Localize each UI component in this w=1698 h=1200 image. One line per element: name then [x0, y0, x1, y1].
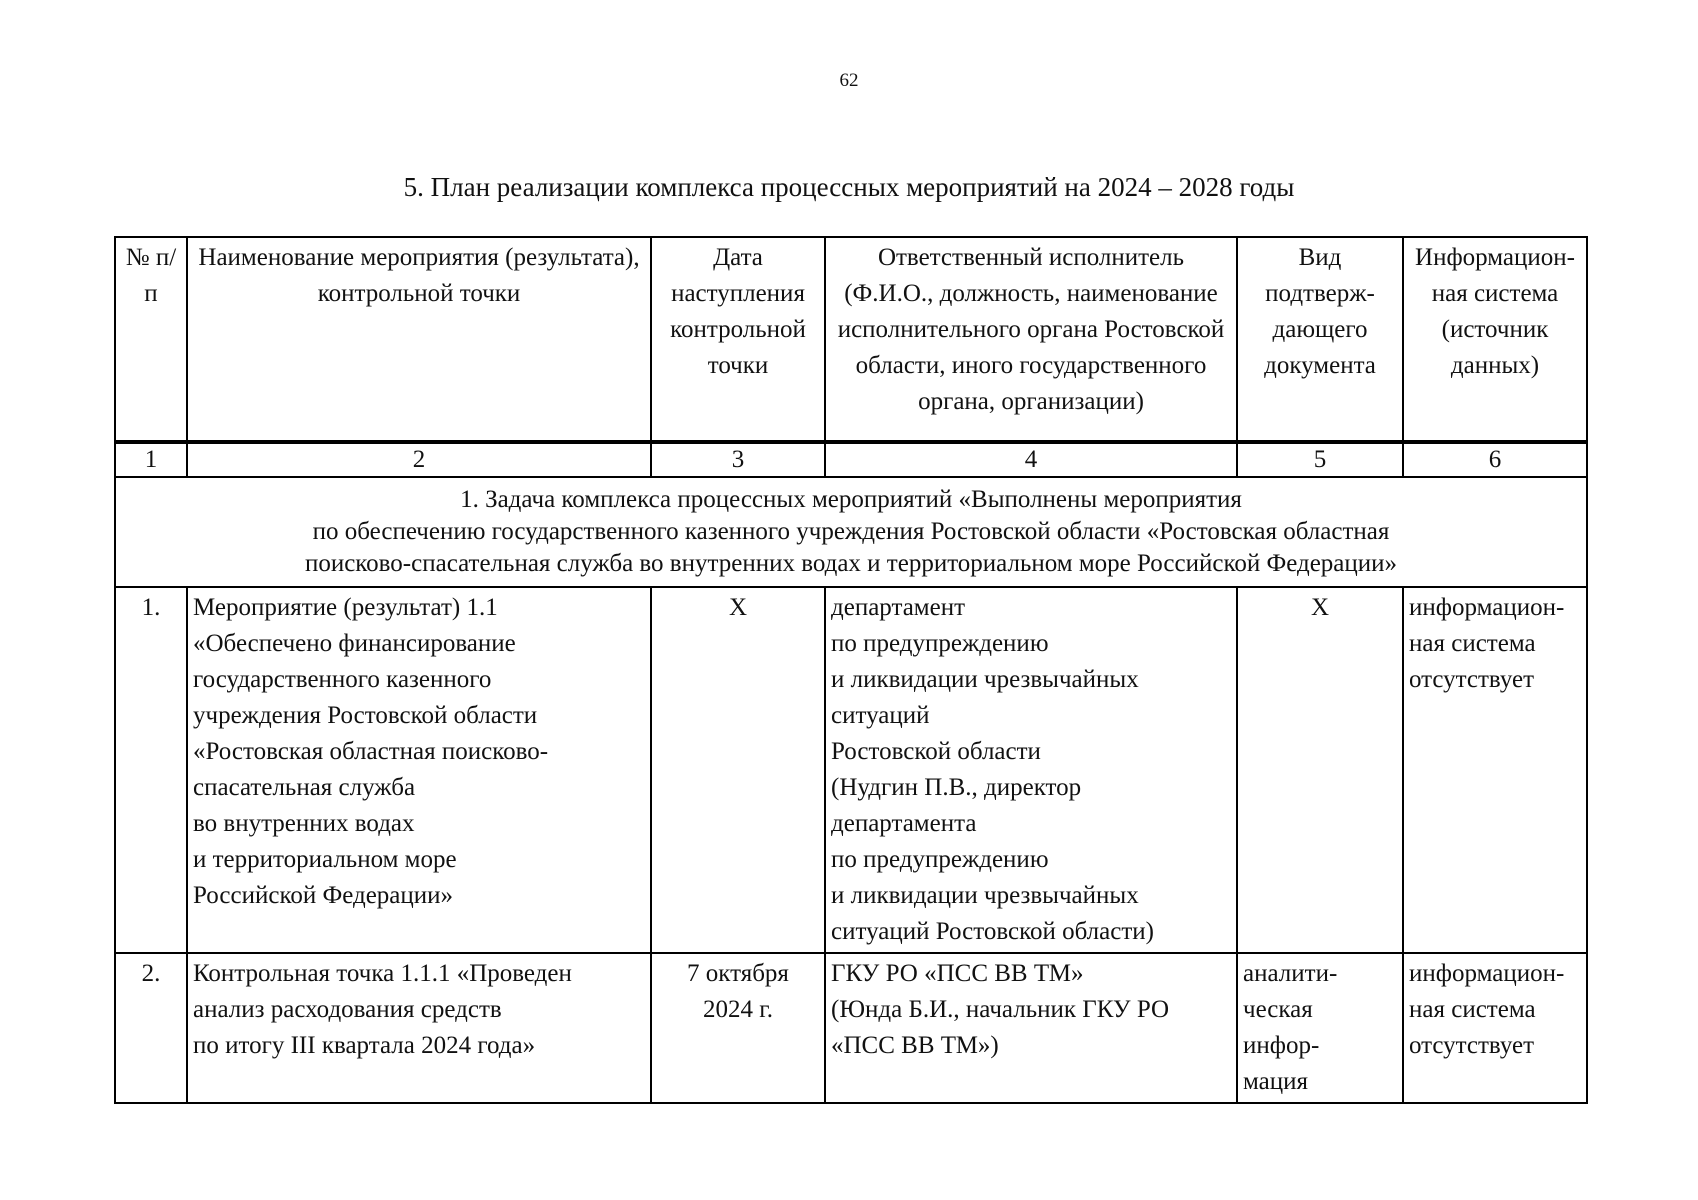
cell-line: инфор- — [1243, 1032, 1320, 1059]
row-info-system — [1403, 953, 1587, 1103]
column-number: 3 — [651, 442, 825, 477]
header-line: подтверж- — [1265, 280, 1375, 307]
cell-line: департамент — [831, 594, 966, 621]
header-doc-type — [1237, 237, 1403, 442]
cell-line: по предупреждению — [831, 846, 1049, 873]
task-row — [115, 477, 1587, 587]
task-cell — [115, 477, 1587, 587]
column-number: 2 — [187, 442, 651, 477]
header-line: точки — [707, 352, 769, 379]
header-line: Наименование — [198, 244, 355, 271]
cell-line: и ликвидации чрезвычайных — [831, 882, 1139, 909]
column-number: 1 — [115, 442, 187, 477]
cell-line: отсутствует — [1409, 666, 1535, 693]
cell-line: Контрольная точка 1.1.1 «Проведен — [193, 960, 572, 987]
cell-line: (Нудгин П.В., директор — [831, 774, 1082, 801]
cell-line: во внутренних водах — [193, 810, 415, 837]
cell-line: «Обеспечено финансирование — [193, 630, 516, 657]
row-info-system — [1403, 587, 1587, 953]
row-name — [187, 953, 651, 1103]
row-number: 1. — [115, 587, 187, 953]
row-responsible — [825, 587, 1237, 953]
header-line: контрольной — [670, 316, 806, 343]
header-name — [187, 237, 651, 442]
cell-line: X — [728, 594, 748, 621]
cell-line: анализ расходования средств — [193, 996, 502, 1023]
cell-line: по предупреждению — [831, 630, 1049, 657]
header-line: Информацион- — [1415, 244, 1575, 271]
plan-table — [114, 236, 1588, 1104]
cell-line: государственного казенного — [193, 666, 492, 693]
header-line: № — [125, 244, 150, 271]
header-line: наступления — [671, 280, 805, 307]
cell-line: и ликвидации чрезвычайных — [831, 666, 1139, 693]
cell-line: «Ростовская областная поисково- — [193, 738, 549, 765]
header-info-system — [1403, 237, 1587, 442]
header-date — [651, 237, 825, 442]
cell-line: 7 октября — [687, 960, 789, 987]
row-number: 2. — [115, 953, 187, 1103]
task-line: поисково-спасательная служба во внутренних водах и территориальном море Российской Федерации» — [304, 550, 1398, 577]
header-line: документа — [1264, 352, 1376, 379]
cell-line: ситуаций — [831, 702, 930, 729]
row-doc-type — [1237, 953, 1403, 1103]
cell-line: отсутствует — [1409, 1032, 1535, 1059]
header-line: иного государственного органа, — [918, 352, 1207, 415]
header-line: мероприятия (результата), — [360, 244, 640, 271]
header-line: ная система — [1431, 280, 1559, 307]
column-number: 6 — [1403, 442, 1587, 477]
header-line: (Ф.И.О., должность, — [844, 280, 1061, 307]
table-row — [115, 587, 1587, 953]
cell-line: по итогу III квартала 2024 года» — [193, 1032, 536, 1059]
cell-line: ная система — [1409, 996, 1536, 1023]
column-number: 5 — [1237, 442, 1403, 477]
cell-line: департамента — [831, 810, 977, 837]
table-row — [115, 953, 1587, 1103]
header-line: Ответственный исполнитель — [877, 244, 1185, 271]
header-line: Дата — [713, 244, 763, 271]
header-line: контрольной точки — [317, 280, 521, 307]
section-title: 5. План реализации комплекса процессных мероприятий на 2024 – 2028 годы — [403, 172, 1295, 202]
cell-line: и территориальном море — [193, 846, 457, 873]
header-row — [115, 237, 1587, 442]
cell-line: информацион- — [1409, 960, 1565, 987]
row-name — [187, 587, 651, 953]
header-line: наименование исполнительного — [837, 280, 1218, 343]
header-responsible — [825, 237, 1237, 442]
header-line: Вид — [1298, 244, 1342, 271]
header-line: (источник — [1441, 316, 1549, 343]
cell-line: Российской Федерации» — [193, 882, 454, 909]
task-line: по обеспечению государственного казенного учреждения Ростовской области «Ростовская областная — [312, 518, 1390, 545]
header-line: данных) — [1450, 352, 1540, 379]
column-number: 4 — [825, 442, 1237, 477]
header-line: дающего — [1272, 316, 1368, 343]
cell-line: ГКУ РО «ПСС ВВ ТМ» — [831, 960, 1084, 987]
header-line: органа Ростовской области, — [855, 316, 1225, 379]
cell-line: (Юнда Б.И., начальник ГКУ РО — [831, 996, 1170, 1023]
header-number — [115, 237, 187, 442]
task-line: 1. Задача комплекса процессных мероприятий «Выполнены мероприятия — [460, 486, 1242, 513]
row-doc-type — [1237, 587, 1403, 953]
cell-line: учреждения Ростовской области — [193, 702, 538, 729]
cell-line: «ПСС ВВ ТМ») — [831, 1032, 999, 1059]
cell-line: мация — [1243, 1068, 1309, 1095]
cell-line: Ростовской области — [831, 738, 1041, 765]
cell-line: ситуаций Ростовской области) — [831, 918, 1154, 945]
row-date — [651, 587, 825, 953]
row-date — [651, 953, 825, 1103]
cell-line: X — [1310, 594, 1330, 621]
row-responsible — [825, 953, 1237, 1103]
cell-line: ная система — [1409, 630, 1536, 657]
cell-line: 2024 г. — [703, 996, 773, 1023]
header-line: организации) — [1001, 388, 1144, 415]
column-number-row — [115, 442, 1587, 477]
cell-line: Мероприятие (результат) 1.1 — [193, 594, 498, 621]
page-number: 62 — [839, 70, 859, 91]
cell-line: ческая — [1243, 996, 1313, 1023]
cell-line: информацион- — [1409, 594, 1565, 621]
cell-line: спасательная служба — [193, 774, 416, 801]
cell-line: аналити- — [1243, 960, 1338, 987]
header-line: п/п — [144, 244, 177, 307]
